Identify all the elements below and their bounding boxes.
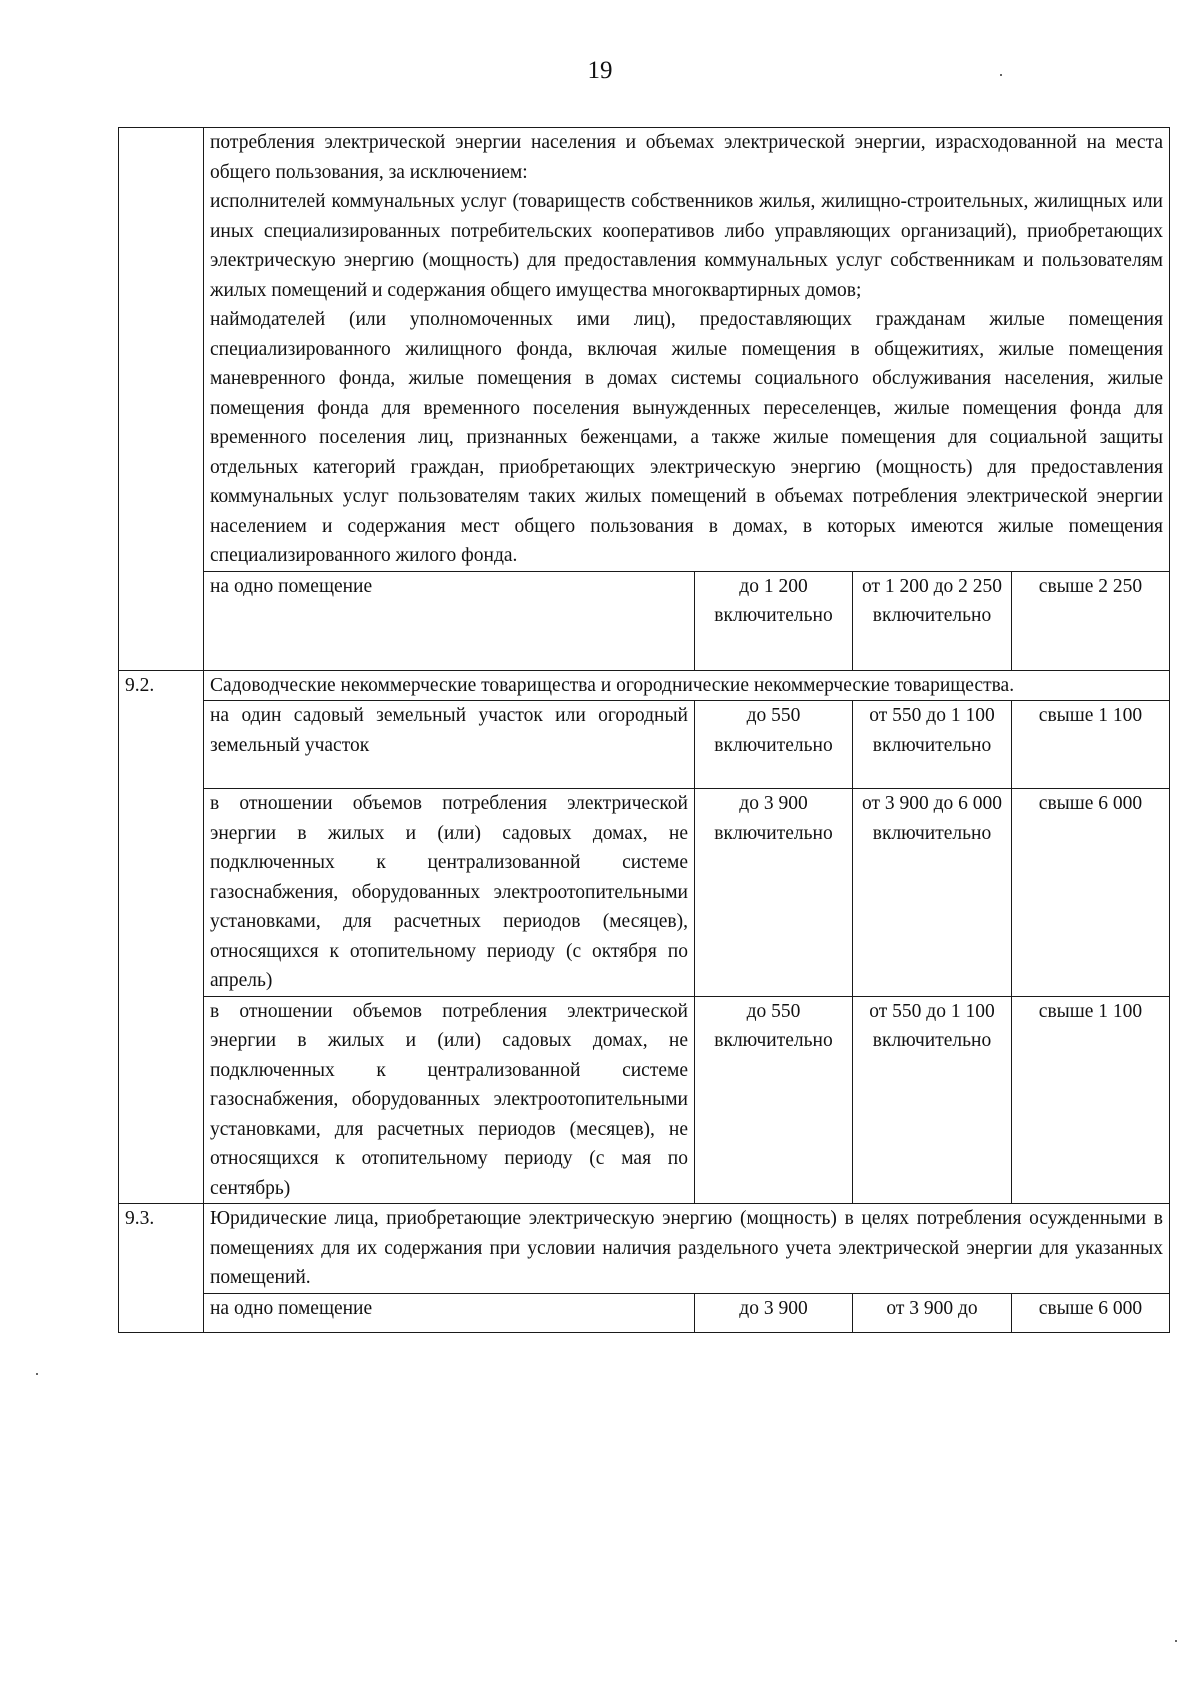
table-row	[119, 996, 1170, 1204]
table-row	[119, 701, 1170, 789]
range-low: до 550 включительно	[695, 701, 853, 789]
range-high: свыше 6 000	[1012, 789, 1170, 997]
table-row	[119, 128, 1170, 572]
row-number: 9.2.	[119, 670, 204, 1204]
range-mid: от 3 900 до 6 000 включительно	[853, 789, 1012, 997]
page-number: 19	[587, 57, 613, 84]
row-label: на одно помещение	[204, 1293, 695, 1332]
table-row	[119, 1204, 1170, 1294]
range-mid: от 3 900 до	[853, 1293, 1012, 1332]
paragraph: исполнителей коммунальных услуг (товариществ собственников жилья, жилищно-строительных, жилищных или иных специализированных потребительских кооперативов либо управляющих организаций), приобретающих электрическую энергию (мощность) для предоставления коммунальных услуг собственникам и пользователям жилых помещений и содержания общего имущества многоквартирных домов;	[210, 191, 1163, 301]
range-mid: от 550 до 1 100 включительно	[853, 996, 1012, 1204]
table-row	[119, 1293, 1170, 1332]
table-row	[119, 571, 1170, 670]
range-low: до 3 900 включительно	[695, 789, 853, 997]
paragraph: потребления электрической энергии населения и объемах электрической энергии, израсходованной на места общего пользования, за исключением:	[210, 132, 1163, 183]
range-mid: от 550 до 1 100 включительно	[853, 701, 1012, 789]
range-high: свыше 1 100	[1012, 701, 1170, 789]
table-row	[119, 670, 1170, 701]
range-high: свыше 6 000	[1012, 1293, 1170, 1332]
range-mid: от 1 200 до 2 250 включительно	[853, 571, 1012, 670]
row-label: на одно помещение	[204, 571, 695, 670]
section-description	[204, 128, 1170, 572]
scan-speck	[1175, 1640, 1177, 1642]
row-number: 9.3.	[119, 1204, 204, 1333]
row-label: на один садовый земельный участок или огородный земельный участок	[204, 701, 695, 789]
paragraph: наймодателей (или уполномоченных ими лиц), предоставляющих гражданам жилые помещения специализированного жилищного фонда, включая жилые помещения в общежитиях, жилые помещения маневренного фонда, жилые помещения в домах системы социального обслуживания населения, жилые помещения фонда для временного поселения вынужденных переселенцев, жилые помещения фонда для временного поселения лиц, признанных беженцами, а также жилые помещения для социальной защиты отдельных категорий граждан, приобретающих электрическую энергию (мощность) для предоставления коммунальных услуг пользователям таких жилых помещений в объемах потребления электрической энергии населением и содержания мест общего пользования в домах, в которых имеются жилые помещения специализированного жилого фонда.	[210, 309, 1163, 566]
range-low: до 1 200 включительно	[695, 571, 853, 670]
section-heading: Садоводческие некоммерческие товарищества и огороднические некоммерческие товарищества.	[204, 670, 1170, 701]
tariff-table	[118, 127, 1170, 1333]
row-label: в отношении объемов потребления электрической энергии в жилых и (или) садовых домах, не подключенных к централизованной системе газоснабжения, оборудованных электроотопительными установками, для расчетных периодов (месяцев), относящихся к отопительному периоду (с октября по апрель)	[204, 789, 695, 997]
range-high: свыше 2 250	[1012, 571, 1170, 670]
scan-speck	[36, 1373, 38, 1375]
row-number-cell	[119, 128, 204, 671]
row-label: в отношении объемов потребления электрической энергии в жилых и (или) садовых домах, не подключенных к централизованной системе газоснабжения, оборудованных электроотопительными установками, для расчетных периодов (месяцев), не относящихся к отопительному периоду (с мая по сентябрь)	[204, 996, 695, 1204]
scan-speck	[1000, 74, 1002, 76]
section-heading: Юридические лица, приобретающие электрическую энергию (мощность) в целях потребления осужденными в помещениях для их содержания при условии наличия раздельного учета электрической энергии для указанных помещений.	[204, 1204, 1170, 1294]
range-low: до 3 900	[695, 1293, 853, 1332]
range-high: свыше 1 100	[1012, 996, 1170, 1204]
range-low: до 550 включительно	[695, 996, 853, 1204]
table-row	[119, 789, 1170, 997]
